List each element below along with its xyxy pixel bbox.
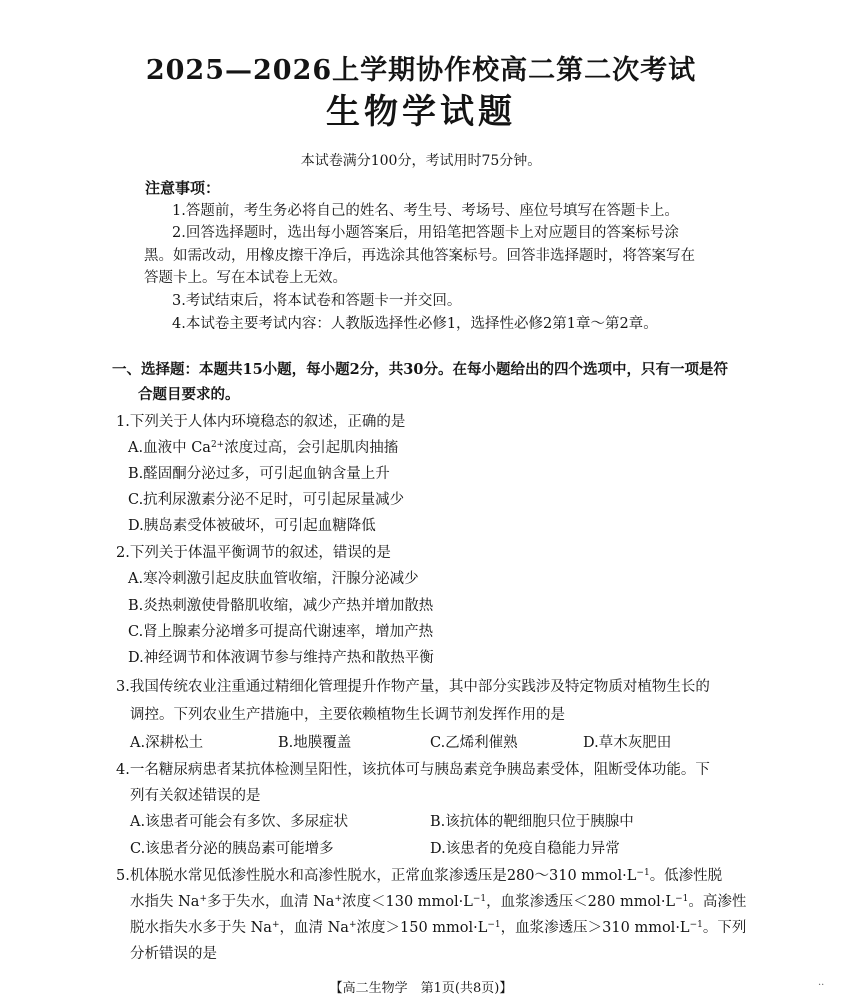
q3-stem-cont: 调控。下列农业生产措施中，主要依赖植物生长调节剂发挥作用的是: [130, 707, 565, 723]
subject-title: 生物学试题: [326, 92, 516, 132]
q2-option-d: D.神经调节和体液调节参与维持产热和散热平衡: [128, 650, 434, 666]
page-footer: 【高二生物学 第1页(共8页)】: [329, 981, 513, 996]
q4-option-d: D.该患者的免疫自稳能力异常: [430, 841, 620, 857]
q4-option-a: A.该患者可能会有多饮、多尿症状: [130, 814, 349, 830]
q1-option-b: B.醛固酮分泌过多，可引起血钠含量上升: [128, 466, 390, 482]
notice-title: 注意事项：: [145, 179, 221, 197]
q5-stem-line-1: 5.机体脱水常见低渗性脱水和高渗性脱水，正常血浆渗透压是280～310 $mmol\cdot L^{-1}$。低渗性脱: [116, 868, 723, 884]
q2-option-c: C.肾上腺素分泌增多可提高代谢速率，增加产热: [128, 624, 434, 640]
q2-option-a: A.寒冷刺激引起皮肤血管收缩，汗腺分泌减少: [128, 571, 419, 587]
exam-title: 2025—2026上学期协作校高二第二次考试: [145, 55, 697, 86]
q5-stem-line-2: 水指失 Na+多于失水，血清 Na+浓度＜130 $mmol\cdot L^{-1}$，血浆渗透压＜280 $mmol\cdot L^{-1}$。高渗性: [130, 894, 747, 910]
q1-stem: 1.下列关于人体内环境稳态的叙述，正确的是: [116, 414, 406, 430]
q2-option-b: B.炎热刺激使骨骼肌收缩，减少产热并增加散热: [128, 598, 434, 614]
notice-item-4: 4.本试卷主要考试内容：人教版选择性必修1，选择性必修2第1章～第2章。: [172, 316, 658, 332]
corner-mark: ··: [818, 980, 825, 991]
section-heading-cont: 合题目要求的。: [138, 386, 240, 403]
q5-stem-line-4: 分析错误的是: [130, 946, 217, 962]
q4-stem: 4.一名糖尿病患者某抗体检测呈阳性，该抗体可与胰岛素竞争胰岛素受体，阻断受体功能。下: [116, 762, 710, 778]
notice-item-2: 2.回答选择题时，选出每小题答案后，用铅笔把答题卡上对应题目的答案标号涂: [172, 225, 679, 241]
q3-option-b: B.地膜覆盖: [278, 735, 352, 751]
q1-option-c: C.抗利尿激素分泌不足时，可引起尿量减少: [128, 492, 405, 508]
q2-stem: 2.下列关于体温平衡调节的叙述，错误的是: [116, 545, 391, 561]
q1-option-d: D.胰岛素受体被破坏，可引起血糖降低: [128, 518, 376, 534]
exam-info: 本试卷满分100分，考试用时75分钟。: [300, 153, 542, 169]
notice-item-3: 3.考试结束后，将本试卷和答题卡一并交回。: [172, 293, 462, 309]
q4-option-c: C.该患者分泌的胰岛素可能增多: [130, 841, 334, 857]
q3-option-a: A.深耕松土: [130, 735, 204, 751]
notice-item-2-end: 答题卡上。写在本试卷上无效。: [144, 270, 347, 286]
q3-option-d: D.草木灰肥田: [583, 735, 672, 751]
q3-stem: 3.我国传统农业注重通过精细化管理提升作物产量，其中部分实践涉及特定物质对植物生长的: [116, 679, 710, 695]
notice-item-1: 1.答题前，考生务必将自己的姓名、考生号、考场号、座位号填写在答题卡上。: [172, 203, 679, 219]
q3-option-c: C.乙烯利催熟: [430, 735, 518, 751]
q5-stem-line-3: 脱水指失水多于失 Na+，血清 Na+浓度＞150 $mmol\cdot L^{-1}$，血浆渗透压＞310 $mmol\cdot L^{-1}$。下列: [130, 920, 747, 936]
q4-stem-cont: 列有关叙述错误的是: [130, 788, 261, 804]
section-heading: 一、选择题：本题共15小题，每小题2分，共30分。在每小题给出的四个选项中，只有一项是符: [112, 361, 728, 378]
q1-option-a: A.血液中 $Ca^{2+}$浓度过高，会引起肌肉抽搐: [128, 440, 399, 456]
q4-option-b: B.该抗体的靶细胞只位于胰腺中: [430, 814, 634, 830]
notice-item-2-cont: 黑。如需改动，用橡皮擦干净后，再选涂其他答案标号。回答非选择题时，将答案写在: [144, 248, 695, 264]
